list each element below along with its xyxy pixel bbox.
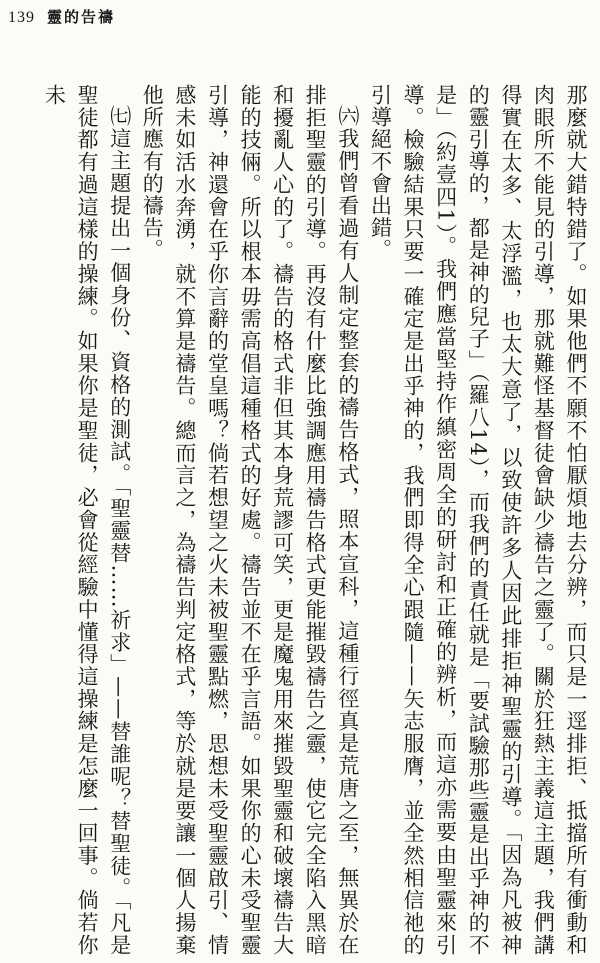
paragraph-3 [38,84,136,956]
paragraph-1 [364,84,592,956]
paragraph-2-text: ㈥我們曾看過有人制定整套的禱告格式，照本宣科，這種行徑真是荒唐之至，無異於在排拒聖靈的引導。再沒有什麼比強調應用禱告格式更能摧毀禱告之靈，使它完全陷入黑暗和擾亂人心的了。禱告的格式非但其本身荒謬可笑，更是魔鬼用來摧毀聖靈和破壞禱告大能的技倆。所以根本毋需高倡這種格式的好處。禱告並不在乎言語。如果你的心未受聖靈引導，神還會在乎你言辭的堂皇嗎？倘若想望之火未被聖靈點燃，思想未受聖靈啟引、情感未如活水奔湧，就不算是禱告。總而言之，為禱告判定格式，等於就是要讓一個人揚棄他所應有的禱告。 [140,84,360,956]
paragraph-1-text: 那麼就大錯特錯了。如果他們不願不怕厭煩地去分辨，而只是一逕排拒、抵擋所有衝動和肉眼所不能見的引導，那就難怪基督徒會缺少禱告之靈了。關於狂熱主義這主題，我們講得實在太多、太浮濫，也太大意了，以致使許多人因此排拒神聖靈的引導。「因為凡被神的靈引導的，都是神的兒子」（羅八14），而我們的責任就是「要試驗那些靈是出乎神的不是」（約壹四1）。我們應當堅持作縝密周全的研討和正確的辨析，而這亦需要由聖靈來引導。檢驗結果只要一確定是出乎神的，我們即得全心跟隨——矢志服膺，並全然相信祂的引導絕不會出錯。 [368,84,588,956]
book-title: 靈的告禱 [47,8,116,26]
paragraph-3-text: ㈦這主題提出一個身份、資格的測試。「聖靈替……祈求」——替誰呢？替聖徒。「凡是聖徒都有過這樣的操練。如果你是聖徒，必會從經驗中懂得這操練是怎麼一回事。倘若你未 [42,84,132,956]
page-header [8,6,115,32]
page-number: 139 [8,9,35,26]
paragraph-2 [136,84,364,956]
vertical-body-text [2,84,592,956]
